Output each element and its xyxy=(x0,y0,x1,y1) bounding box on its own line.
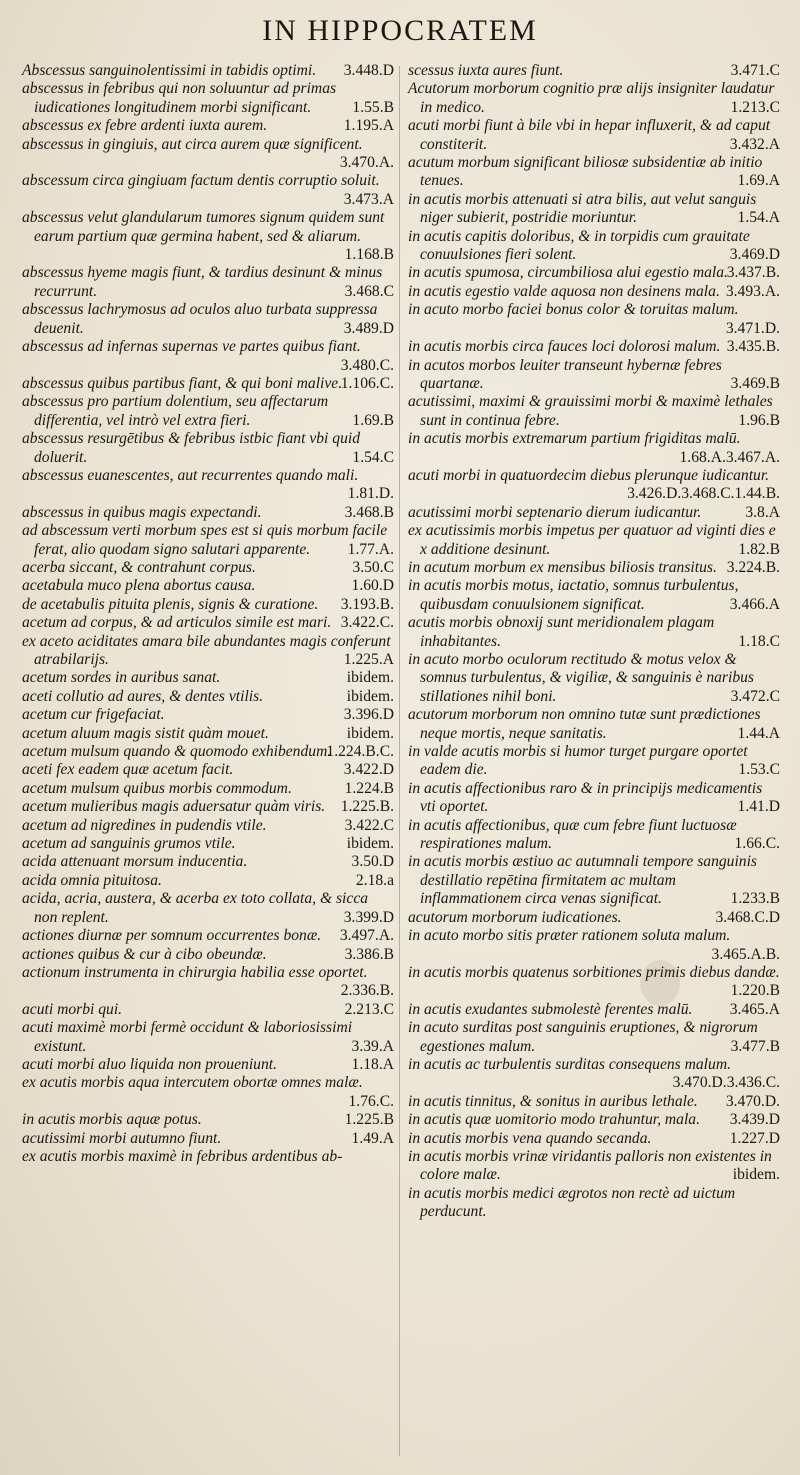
entry-reference: 1.195.A xyxy=(343,117,394,135)
index-entry xyxy=(22,117,394,135)
entry-reference: 3.422.C xyxy=(344,816,394,834)
entry-text: abscessus pro partium dolentium, seu affectarum differentia, vel intrò vel extra fieri. xyxy=(22,393,329,429)
index-entry xyxy=(22,853,394,871)
index-entry xyxy=(22,743,394,761)
entry-text: actiones diurnæ per somnum occurrentes bonæ. xyxy=(22,927,322,945)
index-entry xyxy=(408,964,780,1001)
entry-text: Acutorum morborum cognitio præ alijs insigniter laudatur in medico. xyxy=(408,80,775,116)
entry-reference: 3.422.C. xyxy=(340,614,394,632)
entry-reference: 3.466.A xyxy=(729,595,780,613)
entry-text: acida attenuant morsum inducentia. xyxy=(22,853,248,871)
entry-reference: 3.465.A.B. xyxy=(711,945,780,963)
index-entry xyxy=(408,817,780,854)
entry-reference: 1.76.C. xyxy=(348,1092,394,1110)
index-entry xyxy=(22,1148,394,1166)
entry-reference: 1.53.C xyxy=(738,761,780,779)
entry-text: aceti collutio ad aures, & dentes vtilis. xyxy=(22,687,264,705)
entry-reference: 3.480.C. xyxy=(340,356,394,374)
index-entry xyxy=(22,209,394,264)
entry-text: acetum mulsum quibus morbis commodum. xyxy=(22,779,292,797)
entry-reference: 3.422.D xyxy=(343,761,394,779)
index-entry xyxy=(408,62,780,80)
entry-text: in acuto morbo faciei bonus color & toruitas malum. xyxy=(408,301,739,319)
entry-text: abscessus in quibus magis expectandi. xyxy=(22,503,262,521)
entry-text: abscessus hyeme magis fiunt, & tardius desinunt & minus recurrunt. xyxy=(22,264,383,300)
entry-reference: 1.77.A. xyxy=(347,540,394,558)
entry-reference: 2.213.C xyxy=(344,1000,394,1018)
entry-text: abscessus ad infernas supernas ve partes quibus fiant. xyxy=(22,338,361,356)
entry-reference: 3.50.D xyxy=(351,853,394,871)
index-entry xyxy=(408,1056,780,1093)
entry-reference: ibidem. xyxy=(732,1166,780,1184)
index-entry xyxy=(22,338,394,375)
entry-text: abscessus resurgētibus & febribus istbic fiant vbi quid doluerit. xyxy=(22,430,360,466)
entry-reference: 2.336.B. xyxy=(340,982,394,1000)
entry-text: acutis morbis obnoxij sunt meridionalem plagam inhabitantes. xyxy=(408,614,715,650)
index-entry xyxy=(408,357,780,394)
entry-text: in acutis quæ uomitorio modo trahuntur, mala. xyxy=(408,1111,700,1129)
entry-reference: 1.60.D xyxy=(351,577,394,595)
index-entry xyxy=(22,467,394,504)
entry-reference: 3.469.B xyxy=(730,374,780,392)
entry-reference: 3.489.D xyxy=(343,319,394,337)
entry-text: abscessum circa gingiuam factum dentis corruptio soluit. xyxy=(22,172,380,190)
index-entry xyxy=(408,1185,780,1222)
index-entry xyxy=(22,798,394,816)
entry-reference: 1.82.B xyxy=(738,540,780,558)
entry-text: in acutis morbis motus, iactatio, somnus turbulentus, quibusdam conuulsionem significat. xyxy=(408,577,739,613)
entry-reference: 1.54.A xyxy=(737,209,780,227)
entry-reference: 1.49.A xyxy=(351,1129,394,1147)
entry-text: acuti morbi qui. xyxy=(22,1000,123,1018)
entry-text: in acutis morbis extremarum partium frigiditas malū. xyxy=(408,430,741,448)
entry-text: abscessus quibus partibus fiant, & qui boni malive. xyxy=(22,374,343,392)
index-entry xyxy=(22,522,394,559)
entry-reference: 3.473.A xyxy=(343,190,394,208)
index-entry xyxy=(408,706,780,743)
entry-text: acetum ad nigredines in pudendis vtile. xyxy=(22,816,267,834)
entry-reference: 1.18.A xyxy=(351,1055,394,1073)
index-entry xyxy=(22,761,394,779)
index-entry xyxy=(408,853,780,908)
index-entry xyxy=(22,706,394,724)
entry-text: acutissimi morbi autumno fiunt. xyxy=(22,1129,222,1147)
index-entry xyxy=(408,577,780,614)
entry-text: in acutis spumosa, circumbiliosa alui egestio mala. xyxy=(408,264,728,282)
index-column-left xyxy=(22,62,394,1166)
entry-text: in acutum morbum ex mensibus biliosis transitus. xyxy=(408,558,717,576)
index-entry xyxy=(22,890,394,927)
entry-text: acida, acria, austera, & acerba ex toto collata, & sicca non replent. xyxy=(22,890,369,926)
entry-text: acutissimi morbi septenario dierum iudicantur. xyxy=(408,503,702,521)
entry-text: aceti fex eadem quæ acetum facit. xyxy=(22,761,234,779)
entry-reference: ibidem. xyxy=(346,687,394,705)
entry-reference: 3.8.A xyxy=(745,503,780,521)
column-divider xyxy=(399,66,400,1456)
entry-text: in acutis morbis æstiuo ac autumnali tempore sanguinis destillatio repētina firmitatem ac multam inflammationem circa venas significat. xyxy=(408,853,757,908)
index-entry xyxy=(408,1019,780,1056)
entry-reference: 3.471.C xyxy=(730,62,780,79)
index-entry xyxy=(408,780,780,817)
index-entry xyxy=(408,1001,780,1019)
entry-text: acuti maximè morbi fermè occidunt & laboriosissimi existunt. xyxy=(22,1019,353,1055)
entry-text: acuti morbi fiunt à bile vbi in hepar influxerit, & ad caput constiterit. xyxy=(408,117,771,153)
entry-reference: 1.227.D xyxy=(729,1129,780,1147)
entry-reference: 3.470.A. xyxy=(339,154,394,172)
entry-text: in acuto surditas post sanguinis eruptiones, & nigrorum egestiones malum. xyxy=(408,1019,758,1055)
entry-reference: 3.448.D xyxy=(343,62,394,79)
entry-reference: 3.439.D xyxy=(729,1111,780,1129)
index-entry xyxy=(22,1056,394,1074)
entry-reference: 3.493.A. xyxy=(725,282,780,300)
entry-text: in acutis affectionibus, quæ cum febre fiunt luctuosæ respirationes malum. xyxy=(408,816,737,853)
entry-text: de acetabulis pituita plenis, signis & curatione. xyxy=(22,595,319,613)
index-entry xyxy=(22,1001,394,1019)
entry-reference: 1.225.B xyxy=(344,1111,394,1129)
index-entry xyxy=(22,927,394,945)
entry-reference: 3.437.B. xyxy=(726,264,780,282)
entry-reference: 3.468.C xyxy=(344,282,394,300)
entry-text: in acutis affectionibus raro & in principijs medicamentis vti oportet. xyxy=(408,779,763,816)
entry-reference: 3.39.A xyxy=(351,1037,394,1055)
entry-reference: 3.468.C.D xyxy=(715,908,780,926)
entry-text: ex acutis morbis maximè in febribus ardentibus ab- xyxy=(22,1147,343,1165)
index-entry xyxy=(408,559,780,577)
entry-text: acetum mulieribus magis aduersatur quàm viris. xyxy=(22,798,326,816)
index-entry xyxy=(408,651,780,706)
entry-reference: 1.213.C xyxy=(730,98,780,116)
index-entry xyxy=(408,1111,780,1129)
entry-text: ad abscessum verti morbum spes est si quis morbum facile ferat, alio quodam signo salutari apparente. xyxy=(22,522,388,558)
index-entry xyxy=(22,430,394,467)
index-column-right xyxy=(408,62,780,1222)
index-entry xyxy=(22,301,394,338)
index-entry xyxy=(22,62,394,80)
index-entry xyxy=(408,393,780,430)
index-entry xyxy=(22,964,394,1001)
index-entry xyxy=(408,504,780,522)
entry-text: in acutis morbis medici ægrotos non rectè ad uictum perducunt. xyxy=(408,1184,736,1221)
entry-text: acetum ad sanguinis grumos vtile. xyxy=(22,835,236,853)
index-entry xyxy=(22,669,394,687)
index-entry xyxy=(408,909,780,927)
index-entry xyxy=(22,596,394,614)
entry-reference: 1.168.B xyxy=(344,246,394,264)
entry-text: abscessus euanescentes, aut recurrentes quando mali. xyxy=(22,466,359,484)
entry-text: acutorum morborum iudicationes. xyxy=(408,908,622,926)
index-entry xyxy=(408,338,780,356)
entry-reference: 1.18.C xyxy=(738,632,780,650)
index-entry xyxy=(408,614,780,651)
entry-reference: 1.96.B xyxy=(738,411,780,429)
entry-text: in acuto morbo sitis præter rationem soluta malum. xyxy=(408,927,731,945)
entry-text: in acuto morbo oculorum rectitudo & motus velox & somnus turbulentus, & vigiliæ, & sanguinis è naribus stillationes nihil boni. xyxy=(408,651,754,705)
entry-text: actionum instrumenta in chirurgia habilia esse oportet. xyxy=(22,963,368,981)
index-entry xyxy=(22,264,394,301)
entry-text: ex aceto aciditates amara bile abundantes magis conferunt atrabilarijs. xyxy=(22,632,391,668)
index-entry xyxy=(408,1093,780,1111)
entry-reference: 3.472.C xyxy=(730,687,780,705)
entry-text: in acutis morbis attenuati si atra bilis, aut velut sanguis niger subierit, postridie moriuntur. xyxy=(408,190,757,227)
entry-reference: 3.386.B xyxy=(344,945,394,963)
entry-reference: 1.69.A xyxy=(737,172,780,190)
entry-text: abscessus in febribus qui non soluuntur ad primas iudicationes longitudinem morbi significant. xyxy=(22,80,337,116)
entry-reference: 1.225.B. xyxy=(340,798,394,816)
entry-text: abscessus velut glandularum tumores signum quidem sunt earum partium quæ germina habent, sed & aliarum. xyxy=(22,209,385,245)
entry-text: acuti morbi aluo liquida non proueniunt. xyxy=(22,1055,277,1073)
entry-text: acutorum morborum non omnino tutæ sunt prædictiones neque mortis, neque sanitatis. xyxy=(408,706,761,742)
entry-reference: 3.50.C xyxy=(352,558,394,576)
entry-text: ex acutissimis morbis impetus per quatuor ad viginti dies e x additione desinunt. xyxy=(408,522,776,558)
index-entry xyxy=(408,430,780,467)
entry-reference: 1.233.B xyxy=(730,890,780,908)
entry-reference: ibidem. xyxy=(346,724,394,742)
entry-reference: 3.468.B xyxy=(344,503,394,521)
entry-reference: 1.106.C. xyxy=(340,374,394,392)
index-entry xyxy=(22,946,394,964)
entry-reference: 1.66.C. xyxy=(734,835,780,853)
index-entry xyxy=(22,1111,394,1129)
entry-reference: 1.54.C xyxy=(352,448,394,466)
index-entry xyxy=(408,283,780,301)
index-entry xyxy=(22,835,394,853)
index-entry xyxy=(22,633,394,670)
entry-text: acuti morbi in quatuordecim diebus plerunque iudicantur. xyxy=(408,466,770,484)
index-entry xyxy=(22,1130,394,1148)
index-entry xyxy=(22,577,394,595)
entry-reference: 3.426.D.3.468.C.1.44.B. xyxy=(627,485,780,503)
entry-reference: ibidem. xyxy=(346,669,394,687)
entry-text: in acutis exudantes submolestè ferentes malū. xyxy=(408,1000,693,1018)
entry-reference: 1.44.A xyxy=(737,724,780,742)
entry-text: actiones quibus & cur à cibo obeundæ. xyxy=(22,945,267,963)
entry-reference: 2.18.a xyxy=(355,871,394,889)
entry-reference: 3.432.A xyxy=(729,135,780,153)
entry-reference: 1.224.B.C. xyxy=(326,743,394,761)
entry-text: acutum morbum significant biliosæ subsidentiæ ab initio tenues. xyxy=(408,154,763,190)
index-entry xyxy=(408,80,780,117)
entry-text: acetum sordes in auribus sanat. xyxy=(22,669,221,687)
index-entry xyxy=(22,559,394,577)
entry-reference: 1.55.B xyxy=(352,98,394,116)
entry-text: in acutis tinnitus, & sonitus in auribus lethale. xyxy=(408,1092,698,1110)
index-entry xyxy=(22,80,394,117)
entry-text: in acutis ac turbulentis surditas consequens malum. xyxy=(408,1055,731,1073)
entry-text: in acutis egestio valde aquosa non desinens mala. xyxy=(408,282,720,300)
index-entry xyxy=(408,264,780,282)
entry-text: abscessus ex febre ardenti iuxta aurem. xyxy=(22,117,268,135)
index-entry xyxy=(408,927,780,964)
entry-text: in acutis capitis doloribus, & in torpidis cum grauitate conuulsiones fieri solent. xyxy=(408,227,750,264)
index-entry xyxy=(22,614,394,632)
page-header-title: IN HIPPOCRATEM xyxy=(262,14,538,47)
entry-reference: 3.396.D xyxy=(343,706,394,724)
index-entry xyxy=(22,172,394,209)
index-entry xyxy=(22,872,394,890)
entry-reference: 1.41.D xyxy=(737,798,780,816)
index-entry xyxy=(22,817,394,835)
index-entry xyxy=(408,154,780,191)
entry-reference: 3.435.B. xyxy=(726,338,780,356)
entry-text: acetum aluum magis sistit quàm mouet. xyxy=(22,724,269,742)
entry-text: acetum ad corpus, & ad articulos simile est mari. xyxy=(22,614,332,632)
entry-reference: ibidem. xyxy=(346,835,394,853)
index-entry xyxy=(22,1074,394,1111)
index-entry xyxy=(22,688,394,706)
entry-text: in acutis morbis vrinæ viridantis palloris non existentes in colore malæ. xyxy=(408,1147,772,1184)
entry-reference: 3.497.A. xyxy=(339,927,394,945)
index-entry xyxy=(408,1130,780,1148)
entry-text: acetum cur frigefaciat. xyxy=(22,706,165,724)
entry-text: ex acutis morbis aqua intercutem obortæ omnes malæ. xyxy=(22,1074,363,1092)
index-entry xyxy=(408,301,780,338)
entry-reference: 3.399.D xyxy=(343,908,394,926)
entry-reference: 1.220.B xyxy=(730,982,780,1000)
entry-text: in acutis morbis circa fauces loci dolorosi malum. xyxy=(408,338,721,356)
entry-reference: 3.477.B xyxy=(730,1037,780,1055)
entry-reference: 3.469.D xyxy=(729,246,780,264)
entry-text: scessus iuxta aures fiunt. xyxy=(408,62,564,79)
index-entry xyxy=(408,228,780,265)
index-entry xyxy=(22,393,394,430)
entry-text: abscessus in gingiuis, aut circa aurem quæ significent. xyxy=(22,135,363,153)
entry-reference: 3.470.D. xyxy=(725,1092,780,1110)
entry-reference: 3.470.D.3.436.C. xyxy=(672,1074,780,1092)
index-entry xyxy=(408,743,780,780)
index-entry xyxy=(22,504,394,522)
entry-reference: 3.471.D. xyxy=(725,319,780,337)
entry-reference: 1.68.A.3.467.A. xyxy=(679,448,780,466)
index-entry xyxy=(408,1148,780,1185)
index-entry xyxy=(22,1019,394,1056)
index-entry xyxy=(408,191,780,228)
entry-reference: 3.224.B. xyxy=(726,558,780,576)
index-entry xyxy=(22,136,394,173)
entry-reference: 1.69.B xyxy=(352,411,394,429)
index-entry xyxy=(408,522,780,559)
index-entry xyxy=(22,725,394,743)
entry-text: in acutis morbis aquæ potus. xyxy=(22,1111,202,1129)
entry-reference: 3.193.B. xyxy=(340,595,394,613)
entry-text: in acutos morbos leuiter transeunt hybernæ febres quartanæ. xyxy=(408,356,722,392)
entry-text: acetum mulsum quando & quomodo exhibendum. xyxy=(22,743,332,761)
entry-text: acerba siccant, & contrahunt corpus. xyxy=(22,558,256,576)
entry-text: in acutis morbis vena quando secanda. xyxy=(408,1129,652,1147)
index-entry xyxy=(22,375,394,393)
entry-reference: 1.224.B xyxy=(344,779,394,797)
entry-text: acetabula muco plena abortus causa. xyxy=(22,577,256,595)
entry-text: acutissimi, maximi & grauissimi morbi & maximè lethales sunt in continua febre. xyxy=(408,393,773,429)
entry-reference: 1.225.A xyxy=(343,651,394,668)
entry-text: abscessus lachrymosus ad oculos aluo turbata suppressa deuenit. xyxy=(22,301,378,337)
entry-text: in valde acutis morbis si humor turget purgare oportet eadem die. xyxy=(408,743,748,779)
index-entry xyxy=(22,780,394,798)
entry-reference: 3.465.A xyxy=(729,1000,780,1018)
entry-text: Abscessus sanguinolentissimi in tabidis optimi. xyxy=(22,62,317,79)
index-entry xyxy=(408,467,780,504)
index-entry xyxy=(408,117,780,154)
entry-text: acida omnia pituitosa. xyxy=(22,871,162,889)
entry-text: in acutis morbis quatenus sorbitiones primis diebus dandæ. xyxy=(408,963,780,981)
entry-reference: 1.81.D. xyxy=(347,485,394,503)
